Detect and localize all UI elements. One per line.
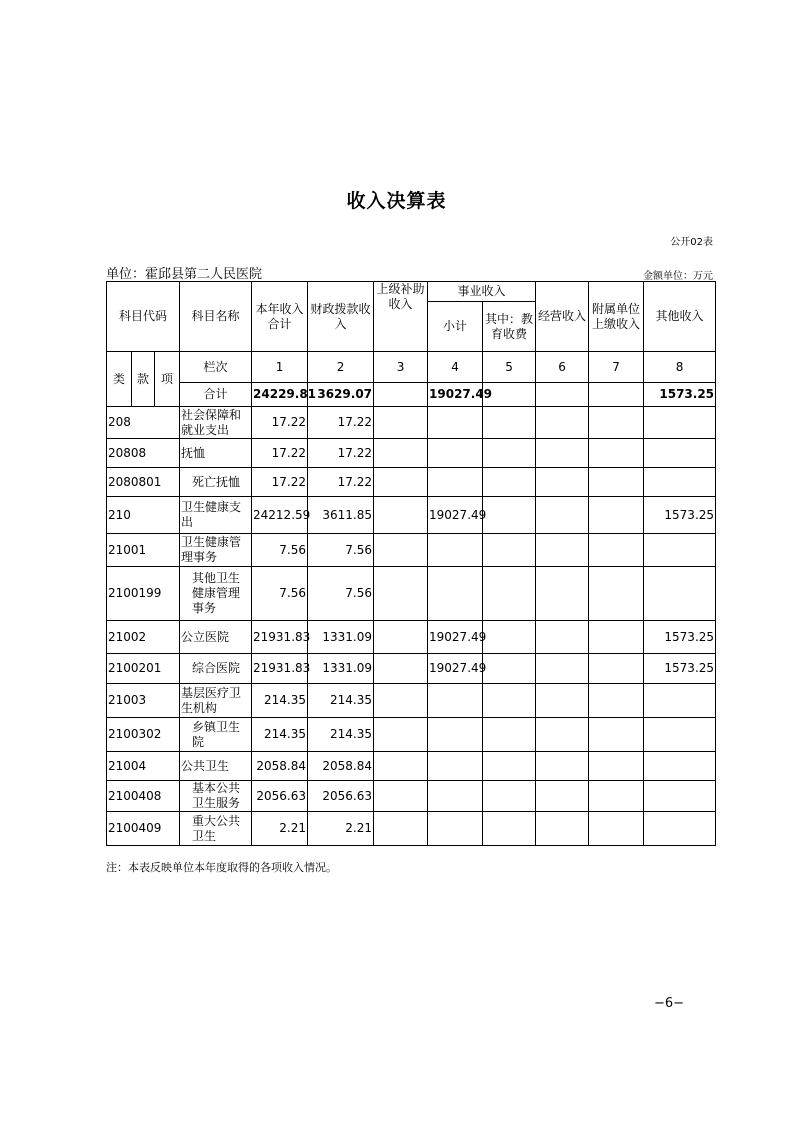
affiliated-income-cell bbox=[589, 407, 644, 439]
upper-subsidy-cell bbox=[374, 439, 428, 468]
affiliated-income-cell bbox=[589, 468, 644, 497]
total-fiscal-value: 3629.07 bbox=[308, 383, 374, 407]
subject-code-cell: 21001 bbox=[107, 534, 180, 567]
business-subtotal-cell bbox=[428, 407, 483, 439]
subject-name-cell: 卫生健康支出 bbox=[180, 497, 252, 534]
col-num-2: 2 bbox=[308, 352, 374, 383]
total-other-value: 1573.25 bbox=[644, 383, 716, 407]
table-row bbox=[107, 407, 716, 439]
subject-code-cell: 21002 bbox=[107, 621, 180, 654]
header-item: 项 bbox=[155, 352, 180, 407]
other-income-cell bbox=[644, 781, 716, 812]
total-subtotal-value: 19027.49 bbox=[428, 383, 483, 407]
upper-subsidy-cell bbox=[374, 497, 428, 534]
business-subtotal-cell bbox=[428, 752, 483, 781]
table-row bbox=[107, 718, 716, 752]
other-income-cell bbox=[644, 752, 716, 781]
total-income-cell: 2058.84 bbox=[252, 752, 308, 781]
subject-code-cell: 210 bbox=[107, 497, 180, 534]
upper-subsidy-cell bbox=[374, 781, 428, 812]
business-subtotal-cell bbox=[428, 468, 483, 497]
upper-subsidy-cell bbox=[374, 752, 428, 781]
other-income-cell bbox=[644, 567, 716, 621]
operating-income-cell bbox=[536, 781, 589, 812]
unit-label: 单位：霍邱县第二人民医院 bbox=[106, 267, 263, 282]
upper-subsidy-cell bbox=[374, 468, 428, 497]
subject-code-cell: 208 bbox=[107, 407, 180, 439]
subject-code-cell: 2100302 bbox=[107, 718, 180, 752]
fiscal-allocation-cell: 1331.09 bbox=[308, 654, 374, 684]
subject-name-cell: 综合医院 bbox=[180, 654, 252, 684]
education-fee-cell bbox=[483, 684, 536, 718]
education-fee-cell bbox=[483, 621, 536, 654]
education-fee-cell bbox=[483, 534, 536, 567]
fiscal-allocation-cell: 1331.09 bbox=[308, 621, 374, 654]
table-row bbox=[107, 439, 716, 468]
subject-name-cell: 其他卫生健康管理事务 bbox=[180, 567, 252, 621]
other-income-cell bbox=[644, 534, 716, 567]
fiscal-allocation-cell: 214.35 bbox=[308, 718, 374, 752]
subject-name-cell: 公共卫生 bbox=[180, 752, 252, 781]
total-income-cell: 214.35 bbox=[252, 684, 308, 718]
subject-code-cell: 2100408 bbox=[107, 781, 180, 812]
operating-income-cell bbox=[536, 684, 589, 718]
education-fee-cell bbox=[483, 468, 536, 497]
business-subtotal-cell: 19027.49 bbox=[428, 497, 483, 534]
total-income-cell: 2056.63 bbox=[252, 781, 308, 812]
upper-subsidy-cell bbox=[374, 407, 428, 439]
operating-income-cell bbox=[536, 752, 589, 781]
fiscal-allocation-cell: 17.22 bbox=[308, 407, 374, 439]
table-row bbox=[107, 781, 716, 812]
total-income-cell: 17.22 bbox=[252, 439, 308, 468]
business-subtotal-cell bbox=[428, 812, 483, 846]
fiscal-allocation-cell: 7.56 bbox=[308, 534, 374, 567]
business-subtotal-cell bbox=[428, 439, 483, 468]
affiliated-income-cell bbox=[589, 497, 644, 534]
col-num-7: 7 bbox=[589, 352, 644, 383]
operating-income-cell bbox=[536, 468, 589, 497]
header-upper-subsidy: 上级补助收入 bbox=[374, 282, 428, 352]
header-total-income: 本年收入合计 bbox=[252, 282, 308, 352]
fiscal-allocation-cell: 17.22 bbox=[308, 468, 374, 497]
total-affiliated-value bbox=[589, 383, 644, 407]
income-table bbox=[106, 281, 716, 846]
fiscal-allocation-cell: 3611.85 bbox=[308, 497, 374, 534]
total-income-cell: 2.21 bbox=[252, 812, 308, 846]
col-num-1: 1 bbox=[252, 352, 308, 383]
total-income-cell: 214.35 bbox=[252, 718, 308, 752]
affiliated-income-cell bbox=[589, 567, 644, 621]
subject-name-cell: 公立医院 bbox=[180, 621, 252, 654]
subject-name-cell: 死亡抚恤 bbox=[180, 468, 252, 497]
table-row bbox=[107, 654, 716, 684]
upper-subsidy-cell bbox=[374, 567, 428, 621]
fiscal-allocation-cell: 2056.63 bbox=[308, 781, 374, 812]
business-subtotal-cell: 19027.49 bbox=[428, 621, 483, 654]
total-income-cell: 7.56 bbox=[252, 567, 308, 621]
table-note: 注：本表反映单位本年度取得的各项收入情况。 bbox=[106, 861, 337, 874]
upper-subsidy-cell bbox=[374, 534, 428, 567]
education-fee-cell bbox=[483, 718, 536, 752]
business-subtotal-cell bbox=[428, 718, 483, 752]
table-row bbox=[107, 534, 716, 567]
subject-code-cell: 2100199 bbox=[107, 567, 180, 621]
header-affiliated-income: 附属单位上缴收入 bbox=[589, 282, 644, 352]
upper-subsidy-cell bbox=[374, 684, 428, 718]
operating-income-cell bbox=[536, 567, 589, 621]
total-upper-subsidy-value bbox=[374, 383, 428, 407]
page-title: 收入决算表 bbox=[346, 190, 447, 212]
education-fee-cell bbox=[483, 407, 536, 439]
total-income-cell: 7.56 bbox=[252, 534, 308, 567]
affiliated-income-cell bbox=[589, 534, 644, 567]
subject-name-cell: 卫生健康管理事务 bbox=[180, 534, 252, 567]
business-subtotal-cell bbox=[428, 781, 483, 812]
total-income-cell: 21931.83 bbox=[252, 654, 308, 684]
subject-code-cell: 2100409 bbox=[107, 812, 180, 846]
header-other-income: 其他收入 bbox=[644, 282, 716, 352]
business-subtotal-cell bbox=[428, 534, 483, 567]
table-row bbox=[107, 497, 716, 534]
table-row bbox=[107, 752, 716, 781]
operating-income-cell bbox=[536, 497, 589, 534]
total-income-cell: 24212.59 bbox=[252, 497, 308, 534]
upper-subsidy-cell bbox=[374, 654, 428, 684]
other-income-cell: 1573.25 bbox=[644, 497, 716, 534]
header-subject-name: 科目名称 bbox=[180, 282, 252, 352]
col-num-4: 4 bbox=[428, 352, 483, 383]
operating-income-cell bbox=[536, 407, 589, 439]
fiscal-allocation-cell: 214.35 bbox=[308, 684, 374, 718]
table-row bbox=[107, 621, 716, 654]
subject-name-cell: 抚恤 bbox=[180, 439, 252, 468]
subject-code-cell: 20808 bbox=[107, 439, 180, 468]
education-fee-cell bbox=[483, 654, 536, 684]
education-fee-cell bbox=[483, 781, 536, 812]
affiliated-income-cell bbox=[589, 752, 644, 781]
header-business-income: 事业收入 bbox=[428, 282, 536, 302]
header-row-3 bbox=[107, 352, 716, 383]
operating-income-cell bbox=[536, 439, 589, 468]
fiscal-allocation-cell: 2058.84 bbox=[308, 752, 374, 781]
other-income-cell bbox=[644, 468, 716, 497]
education-fee-cell bbox=[483, 439, 536, 468]
upper-subsidy-cell bbox=[374, 812, 428, 846]
subject-name-cell: 基层医疗卫生机构 bbox=[180, 684, 252, 718]
affiliated-income-cell bbox=[589, 781, 644, 812]
business-subtotal-cell bbox=[428, 567, 483, 621]
other-income-cell bbox=[644, 439, 716, 468]
operating-income-cell bbox=[536, 534, 589, 567]
table-row bbox=[107, 468, 716, 497]
header-column-no: 栏次 bbox=[180, 352, 252, 383]
col-num-8: 8 bbox=[644, 352, 716, 383]
page-number: −6− bbox=[654, 996, 685, 1011]
subject-name-cell: 社会保障和就业支出 bbox=[180, 407, 252, 439]
table-row bbox=[107, 567, 716, 621]
fiscal-allocation-cell: 2.21 bbox=[308, 812, 374, 846]
operating-income-cell bbox=[536, 812, 589, 846]
header-education-fee: 其中：教育收费 bbox=[483, 302, 536, 352]
total-income-cell: 17.22 bbox=[252, 468, 308, 497]
other-income-cell bbox=[644, 684, 716, 718]
table-row bbox=[107, 812, 716, 846]
education-fee-cell bbox=[483, 497, 536, 534]
total-income-cell: 17.22 bbox=[252, 407, 308, 439]
fiscal-allocation-cell: 7.56 bbox=[308, 567, 374, 621]
subject-code-cell: 2100201 bbox=[107, 654, 180, 684]
education-fee-cell bbox=[483, 752, 536, 781]
table-row bbox=[107, 684, 716, 718]
subject-code-cell: 2080801 bbox=[107, 468, 180, 497]
upper-subsidy-cell bbox=[374, 621, 428, 654]
subject-code-cell: 21003 bbox=[107, 684, 180, 718]
other-income-cell bbox=[644, 812, 716, 846]
education-fee-cell bbox=[483, 812, 536, 846]
total-income-cell: 21931.83 bbox=[252, 621, 308, 654]
affiliated-income-cell bbox=[589, 621, 644, 654]
operating-income-cell bbox=[536, 654, 589, 684]
fiscal-allocation-cell: 17.22 bbox=[308, 439, 374, 468]
affiliated-income-cell bbox=[589, 439, 644, 468]
other-income-cell bbox=[644, 407, 716, 439]
header-operating-income: 经营收入 bbox=[536, 282, 589, 352]
operating-income-cell bbox=[536, 621, 589, 654]
total-income-value: 24229.81 bbox=[252, 383, 308, 407]
header-section: 款 bbox=[132, 352, 155, 407]
affiliated-income-cell bbox=[589, 684, 644, 718]
other-income-cell: 1573.25 bbox=[644, 621, 716, 654]
form-number: 公开02表 bbox=[670, 237, 713, 248]
subject-code-cell: 21004 bbox=[107, 752, 180, 781]
subject-name-cell: 基本公共卫生服务 bbox=[180, 781, 252, 812]
header-class: 类 bbox=[107, 352, 132, 407]
upper-subsidy-cell bbox=[374, 718, 428, 752]
total-row bbox=[107, 383, 716, 407]
operating-income-cell bbox=[536, 718, 589, 752]
total-operating-value bbox=[536, 383, 589, 407]
header-subtotal: 小计 bbox=[428, 302, 483, 352]
affiliated-income-cell bbox=[589, 718, 644, 752]
col-num-3: 3 bbox=[374, 352, 428, 383]
subject-name-cell: 重大公共卫生 bbox=[180, 812, 252, 846]
affiliated-income-cell bbox=[589, 812, 644, 846]
other-income-cell: 1573.25 bbox=[644, 654, 716, 684]
amount-unit-label: 金额单位：万元 bbox=[643, 271, 713, 282]
col-num-6: 6 bbox=[536, 352, 589, 383]
other-income-cell bbox=[644, 718, 716, 752]
header-row-1 bbox=[107, 282, 716, 302]
education-fee-cell bbox=[483, 567, 536, 621]
business-subtotal-cell bbox=[428, 684, 483, 718]
total-label: 合计 bbox=[180, 383, 252, 407]
subject-name-cell: 乡镇卫生院 bbox=[180, 718, 252, 752]
col-num-5: 5 bbox=[483, 352, 536, 383]
header-subject-code: 科目代码 bbox=[107, 282, 180, 352]
business-subtotal-cell: 19027.49 bbox=[428, 654, 483, 684]
header-fiscal-allocation: 财政拨款收入 bbox=[308, 282, 374, 352]
affiliated-income-cell bbox=[589, 654, 644, 684]
